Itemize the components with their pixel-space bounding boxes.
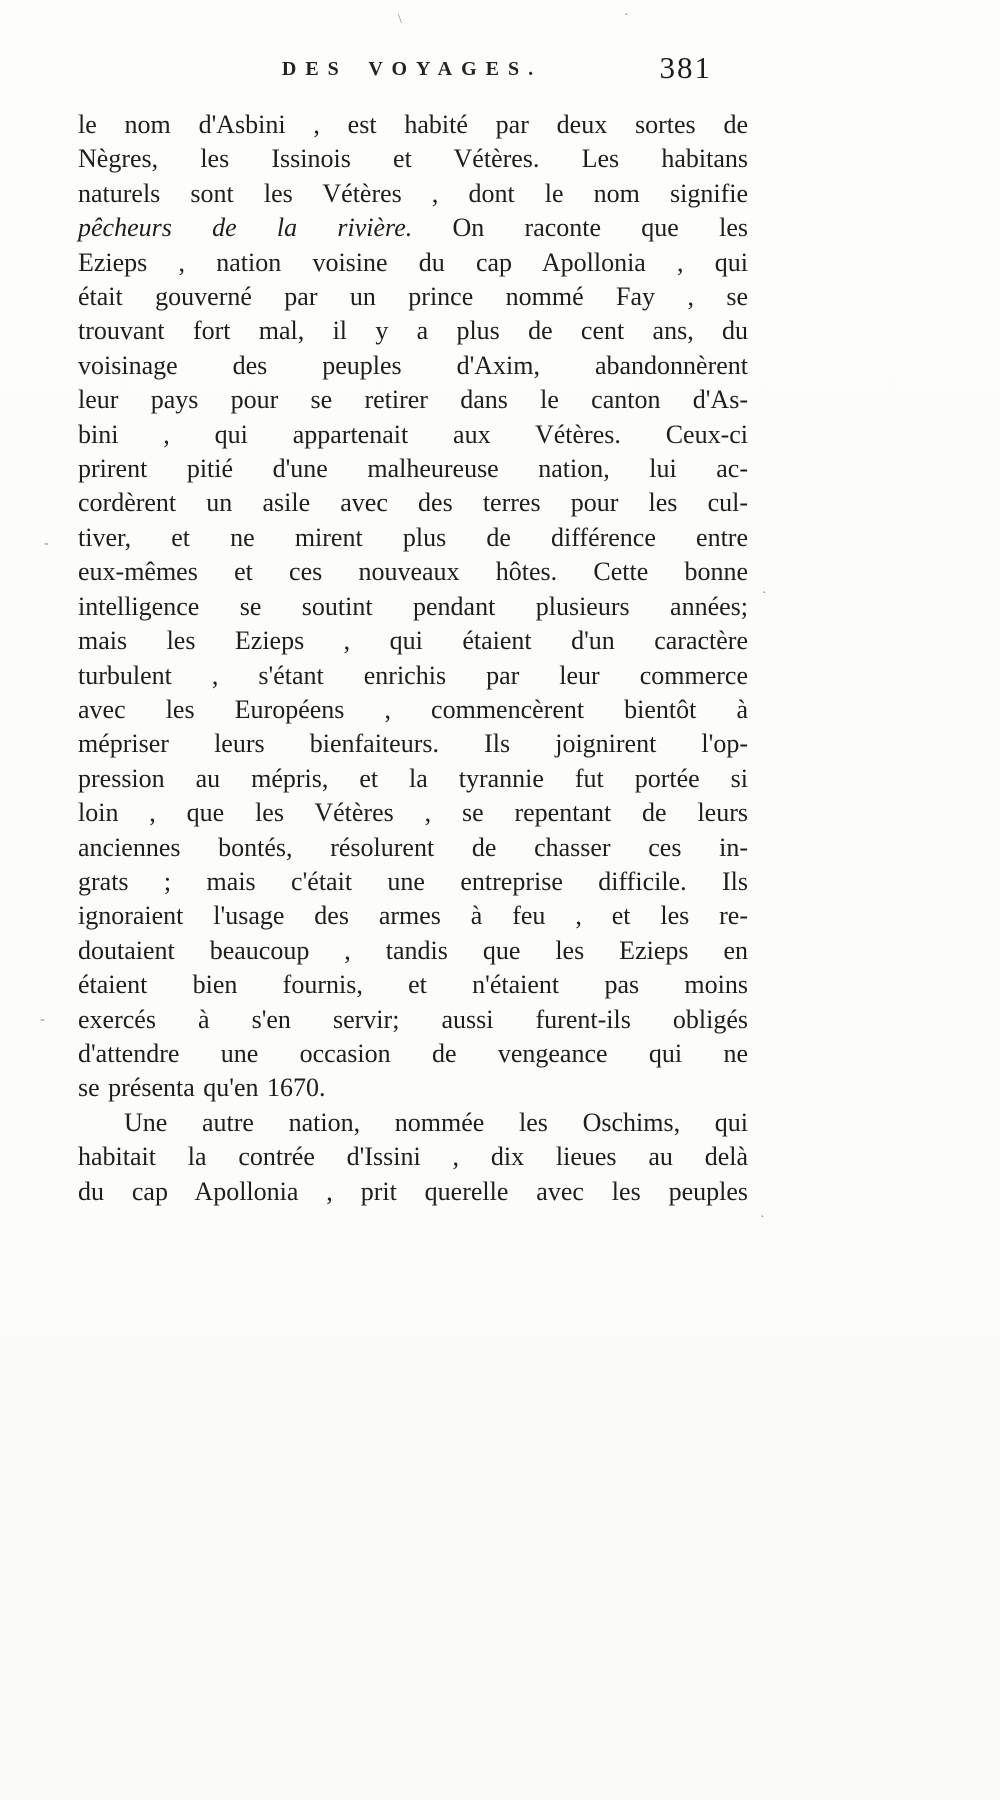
text-line [78, 142, 748, 176]
text-block [78, 108, 748, 1209]
scan-speck: · [762, 586, 767, 601]
text-segment: exercés à s'en servir; aussi furent-ils obligés [78, 1004, 748, 1034]
text-segment: étaient bien fournis, et n'étaient pas moins [78, 970, 748, 1000]
page-number: 381 [659, 50, 712, 85]
page-header [78, 50, 746, 98]
text-line [78, 349, 748, 383]
text-line [78, 831, 748, 865]
scan-speck: · [624, 8, 629, 23]
scan-speck: · [760, 1210, 765, 1225]
italic-text-segment: pêcheurs de la rivière. [78, 213, 413, 243]
text-line [78, 659, 748, 693]
scan-speck: - [44, 536, 49, 551]
text-line [78, 1003, 748, 1037]
text-segment: Nègres, les Issinois et Vétères. Les habitans [78, 144, 748, 174]
text-segment: intelligence se soutint pendant plusieurs années; [78, 591, 748, 621]
text-line [78, 1106, 748, 1140]
text-line [78, 934, 748, 968]
text-segment: se présenta qu'en 1670. [78, 1073, 326, 1103]
text-segment: anciennes bontés, résolurent de chasser ces in- [78, 832, 748, 862]
text-line [78, 865, 748, 899]
text-segment: Une autre nation, nommée les Oschims, qui [124, 1107, 748, 1137]
text-segment: du cap Apollonia , prit querelle avec les peuples [78, 1176, 748, 1206]
text-line [78, 1175, 748, 1209]
text-line [78, 211, 748, 245]
text-segment: leur pays pour se retirer dans le canton d'As- [78, 385, 748, 415]
scan-speck: - [40, 1012, 45, 1027]
text-segment: ignoraient l'usage des armes à feu , et les re- [78, 901, 748, 931]
text-line [78, 108, 748, 142]
text-segment: trouvant fort mal, il y a plus de cent ans, du [78, 316, 748, 346]
text-segment: pression au mépris, et la tyrannie fut portée si [78, 763, 748, 793]
text-segment: avec les Européens , commencèrent bientôt à [78, 694, 748, 724]
text-segment: loin , que les Vétères , se repentant de leurs [78, 798, 748, 828]
text-line [78, 590, 748, 624]
text-segment: mépriser leurs bienfaiteurs. Ils joignirent l'op- [78, 729, 748, 759]
text-line [78, 1071, 748, 1105]
text-line [78, 383, 748, 417]
text-line [78, 693, 748, 727]
running-title: DES VOYAGES. [281, 58, 543, 80]
text-line [78, 899, 748, 933]
text-segment: turbulent , s'étant enrichis par leur commerce [78, 660, 748, 690]
text-segment: tiver, et ne mirent plus de différence entre [78, 522, 748, 552]
scan-speck: \ [398, 12, 402, 27]
text-line [78, 280, 748, 314]
text-line [78, 418, 748, 452]
text-segment: d'attendre une occasion de vengeance qui ne [78, 1038, 748, 1068]
text-line [78, 796, 748, 830]
text-segment: bini , qui appartenait aux Vétères. Ceux-ci [78, 419, 748, 449]
text-line [78, 177, 748, 211]
text-segment: grats ; mais c'était une entreprise difficile. Ils [78, 866, 748, 896]
text-segment: naturels sont les Vétères , dont le nom signifie [78, 178, 748, 208]
text-segment: le nom d'Asbini , est habité par deux sortes de [78, 110, 748, 139]
text-line [78, 452, 748, 486]
text-segment: doutaient beaucoup , tandis que les Ezieps en [78, 935, 748, 965]
text-segment: eux-mêmes et ces nouveaux hôtes. Cette bonne [78, 557, 748, 587]
text-line [78, 314, 748, 348]
text-line [78, 555, 748, 589]
text-segment: habitait la contrée d'Issini , dix lieues au delà [78, 1142, 748, 1172]
text-segment: mais les Ezieps , qui étaient d'un caractère [78, 626, 748, 656]
text-segment: cordèrent un asile avec des terres pour les cul- [78, 488, 748, 518]
text-segment: voisinage des peuples d'Axim, abandonnèrent [78, 350, 748, 380]
text-line [78, 521, 748, 555]
text-segment: était gouverné par un prince nommé Fay , se [78, 282, 748, 312]
text-line [78, 624, 748, 658]
text-segment: Ezieps , nation voisine du cap Apollonia , qui [78, 247, 748, 277]
text-line [78, 968, 748, 1002]
text-segment: On raconte que les [412, 213, 748, 243]
text-segment: prirent pitié d'une malheureuse nation, lui ac- [78, 454, 748, 484]
text-line [78, 1140, 748, 1174]
text-line [78, 486, 748, 520]
text-line [78, 762, 748, 796]
text-line [78, 246, 748, 280]
text-line [78, 727, 748, 761]
text-line [78, 1037, 748, 1071]
